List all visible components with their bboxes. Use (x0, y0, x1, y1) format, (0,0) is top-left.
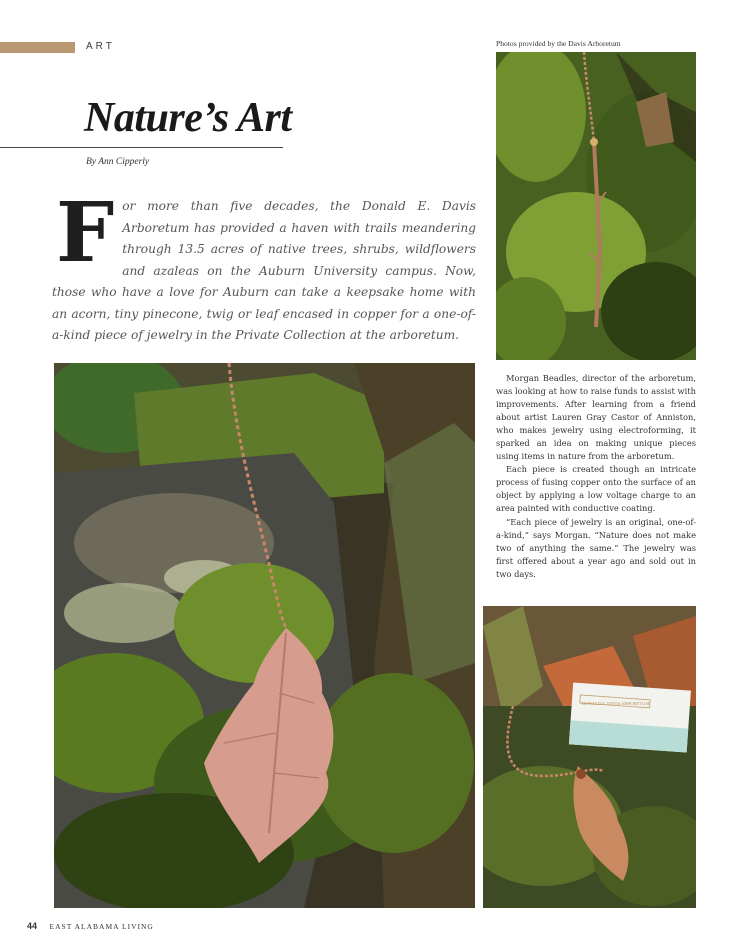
body-paragraph: Morgan Beadles, director of the arboretum, was looking at how to raise funds to assist with improvements. After learning from a friend about artist Lauren Gray Castor of Anniston, who makes jewelry using electroforming, it sparked an idea on making unique pieces using items in nature from the arboretum. (496, 373, 696, 462)
lede-text: or more than five decades, the Donald E. Davis Arboretum has provided a haven with trails meandering through 13.5 acres of native trees, shrubs, wildflowers and azaleas on the Auburn University campus. Now, those who have a love for Auburn can take a keepsake home with an acorn, tiny pinecone, twig or leaf encased in copper for a one-of-a-kind piece of jewelry in the Private Collection at the arboretum. (52, 199, 476, 342)
body-paragraph: Each piece is created though an intricate process of fusing copper onto the surface of an object by applying a low voltage charge to an area painted with conductive coating. (496, 464, 696, 514)
title-rule (0, 147, 283, 148)
publication-name: EAST ALABAMA LIVING (49, 922, 154, 931)
section-accent-bar (0, 42, 75, 53)
page-footer (27, 921, 154, 931)
body-column (496, 372, 696, 581)
lede-paragraph (52, 185, 476, 347)
article-title: Nature’s Art (84, 95, 292, 141)
section-label: ART (86, 41, 115, 52)
page-number: 44 (27, 921, 38, 931)
drop-cap: F (56, 185, 115, 281)
photo-necklace-with-card (483, 606, 696, 908)
photo-twig-necklace (496, 52, 696, 360)
byline: By Ann Cipperly (86, 157, 150, 167)
body-paragraph: “Each piece of jewelry is an original, one-of-a-kind,” says Morgan. “Nature does not make two of anything the same.” The jewelry was first offered about a year ago and sold out in two days. (496, 516, 696, 579)
photo-credit: Photos provided by the Davis Arboretum (496, 39, 621, 48)
card-label: DONALD E. DAVIS ARBORETUM (582, 701, 650, 706)
photo-leaf-necklace (54, 363, 475, 908)
